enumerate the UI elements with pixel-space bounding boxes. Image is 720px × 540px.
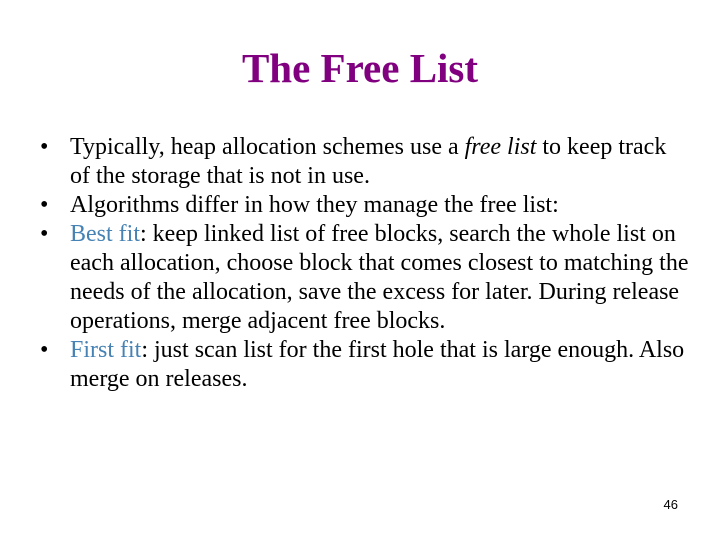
bullet-term: Best fit [70, 221, 140, 247]
bullet-text: : keep linked list of free blocks, search the whole list on each allocation, choose block that comes closest to matching the needs of the allocation, save the excess for later. During release operations, merge adjacent free blocks. [70, 221, 689, 334]
bullet-text: Algorithms differ in how they manage the free list: [70, 192, 559, 218]
slide-title: The Free List [241, 45, 479, 91]
bullet-text: to keep track of the storage that is not in use. [70, 134, 667, 189]
bullet-icon: • [40, 192, 49, 218]
bullet-text: Typically, heap allocation schemes use a [70, 134, 465, 160]
bullet-emphasis: free list [464, 134, 537, 160]
bullet-item-first-fit [40, 336, 690, 394]
bullet-list [40, 133, 690, 394]
bullet-icon: • [40, 221, 49, 247]
bullet-item-free-list [40, 133, 690, 191]
bullet-item-best-fit [40, 220, 690, 336]
bullet-icon: • [40, 134, 49, 160]
bullet-text: : just scan list for the first hole that is large enough. Also merge on releases. [70, 337, 685, 392]
bullet-item-algorithms [40, 191, 690, 220]
bullet-term: First fit [70, 337, 142, 363]
bullet-icon: • [40, 337, 49, 363]
page-number: 46 [663, 497, 678, 512]
